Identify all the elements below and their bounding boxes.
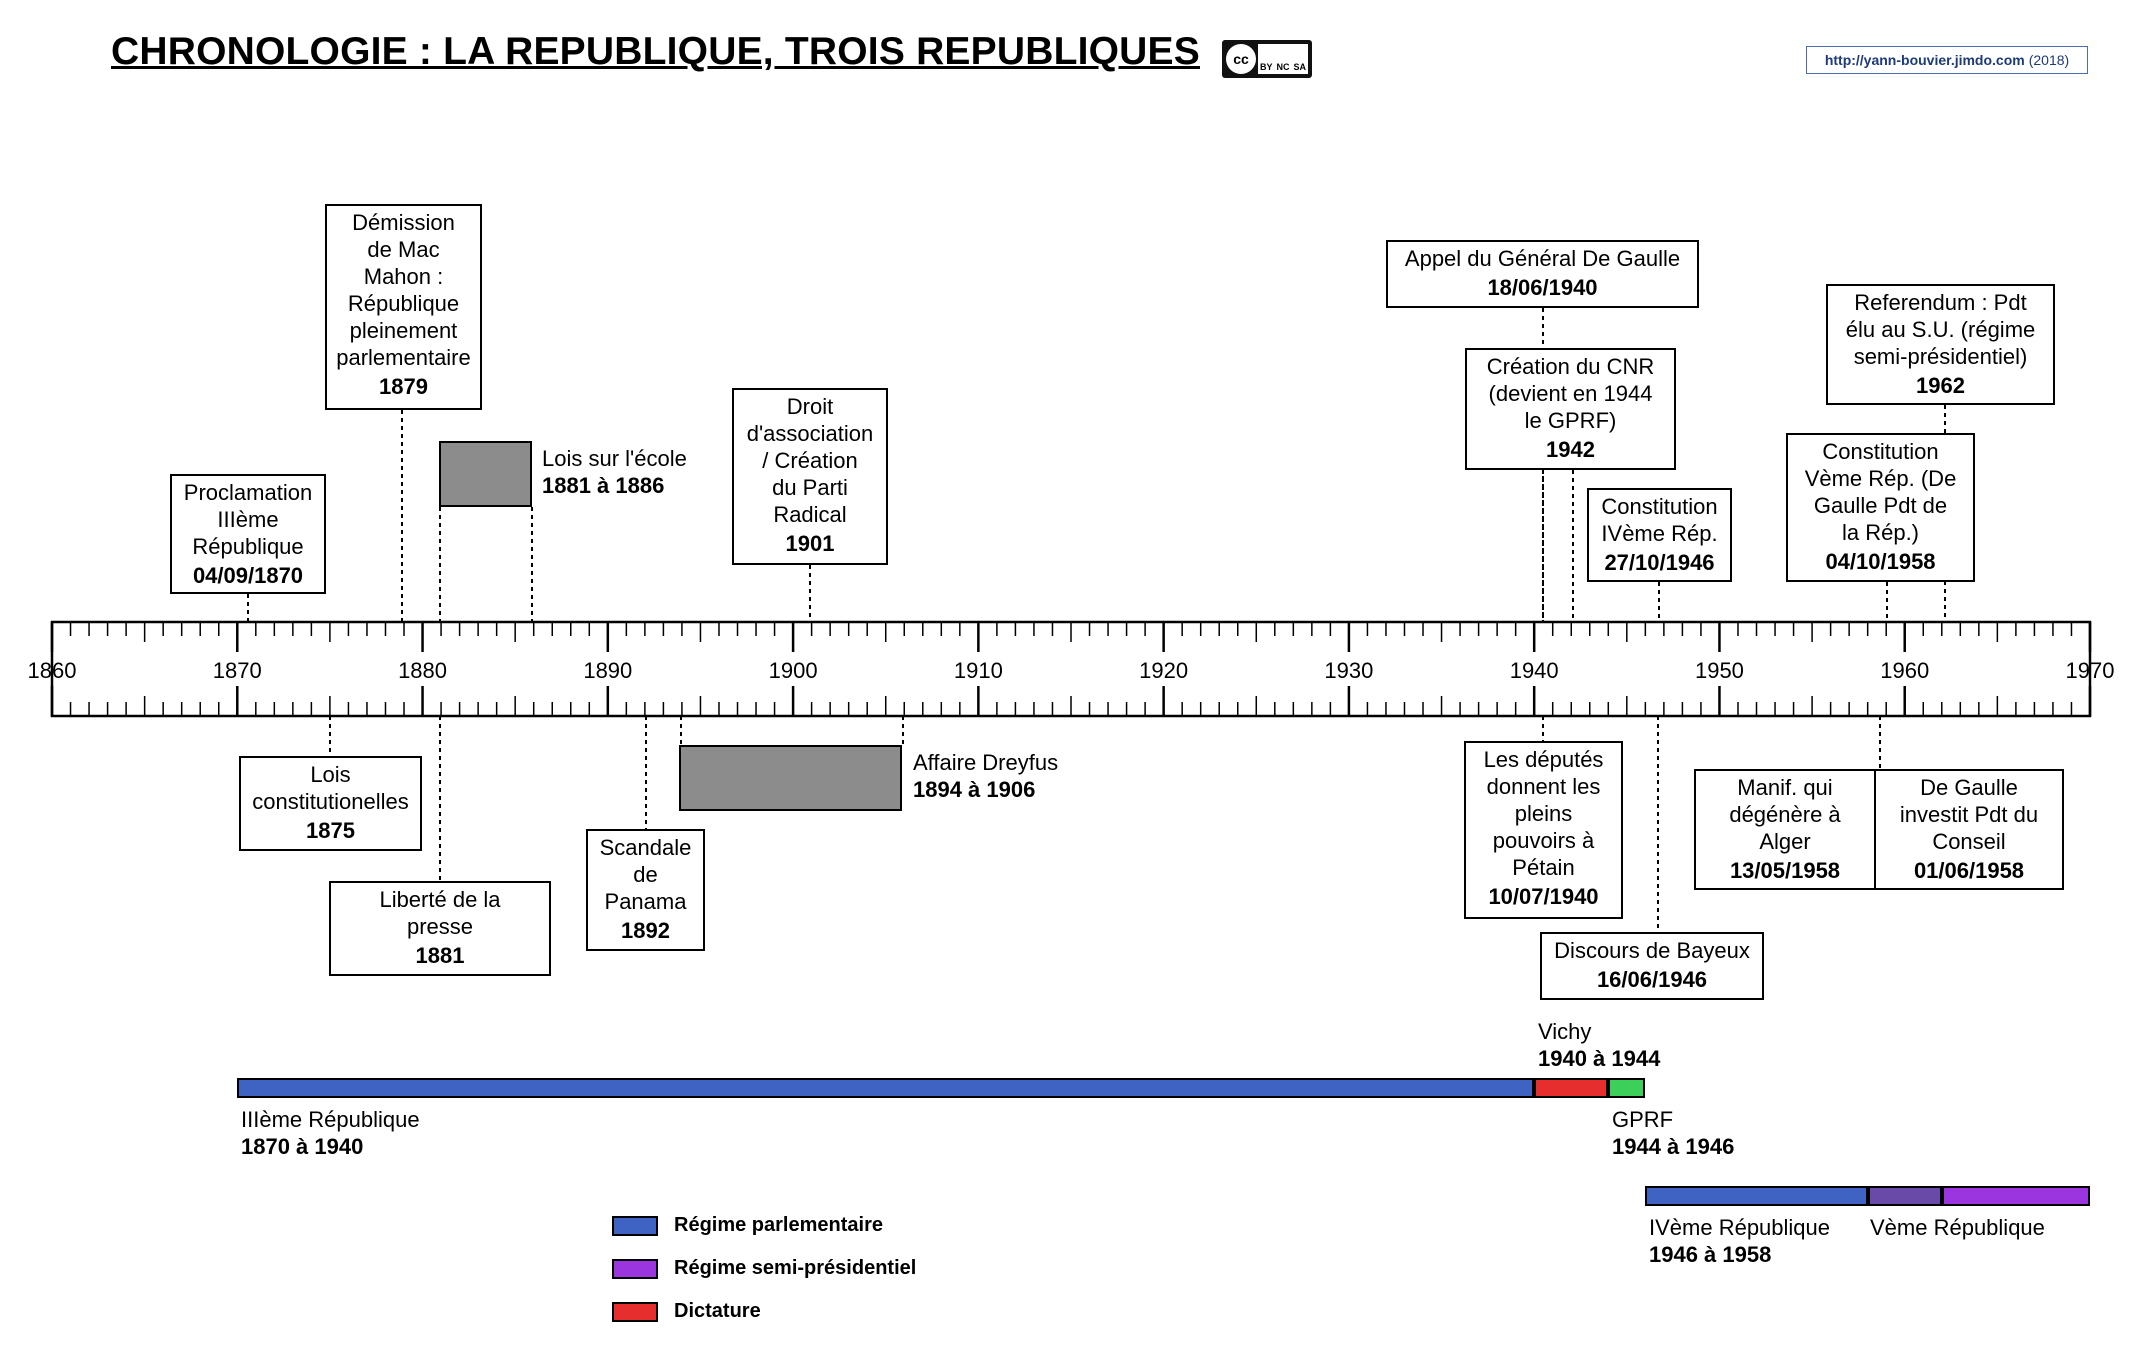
tick-label: 1940 [1509, 658, 1559, 683]
regime-bar-iv-republique [1645, 1186, 1867, 1206]
source-year: (2018) [2028, 52, 2070, 68]
event-pleins-pouvoirs-petain: Les députés donnent les pleins pouvoirs à Pétain 10/07/1940 [1464, 741, 1623, 919]
event-appel-de-gaulle: Appel du Général De Gaulle 18/06/1940 [1386, 240, 1699, 308]
tick-label: 1870 [212, 658, 262, 683]
legend-swatch [612, 1302, 658, 1322]
regime-label-iv-republique: IVème République 1946 à 1958 [1649, 1215, 1831, 1267]
legend-item-parlementaire: Régime parlementaire [612, 1204, 952, 1247]
event-de-gaulle-investi: De Gaulle investit Pdt du Conseil 01/06/1958 [1874, 769, 2064, 890]
event-lois-ecole: Lois sur l'école 1881 à 1886 [542, 446, 687, 498]
event-referendum-1962: Referendum : Pdt élu au S.U. (régime semi-présidentiel) 1962 [1826, 284, 2055, 405]
event-creation-cnr: Création du CNR (devient en 1944 le GPRF) 1942 [1465, 348, 1676, 470]
tick-label: 1960 [1880, 658, 1930, 683]
event-discours-bayeux: Discours de Bayeux 16/06/1946 [1540, 932, 1764, 1000]
tick-label: 1900 [768, 658, 818, 683]
legend-item-dictature: Dictature [612, 1290, 952, 1333]
event-constitution-iv: Constitution IVème Rép. 27/10/1946 [1587, 488, 1732, 582]
event-affaire-dreyfus: Affaire Dreyfus 1894 à 1906 [913, 750, 1059, 802]
source-url[interactable]: http://yann-bouvier.jimdo.com [1824, 52, 2025, 68]
legend-item-semi-presidentiel: Régime semi-présidentiel [612, 1247, 952, 1290]
regime-label-v-republique: Vème République [1870, 1215, 2045, 1240]
regime-bar-gprf [1608, 1078, 1645, 1098]
tick-label: 1920 [1139, 658, 1189, 683]
legend [612, 1204, 952, 1333]
regime-label-gprf: GPRF 1944 à 1946 [1612, 1107, 1735, 1159]
sa-label: SA [1293, 62, 1306, 72]
regime-bar-vichy [1534, 1078, 1608, 1098]
cc-icon: cc [1226, 44, 1256, 74]
event-droit-association: Droit d'association / Création du Parti Radical 1901 [732, 388, 888, 565]
tick-label: 1910 [953, 658, 1003, 683]
event-liberte-presse: Liberté de la presse 1881 [329, 881, 551, 976]
tick-label: 1860 [27, 658, 77, 683]
event-constitution-v: Constitution Vème Rép. (De Gaulle Pdt de la Rép.) 04/10/1958 [1786, 433, 1975, 582]
event-proclamation-iii-republique: Proclamation IIIème République 04/09/1870 [170, 474, 326, 594]
tick-label: 1950 [1694, 658, 1744, 683]
event-demission-mac-mahon: Démission de Mac Mahon : République pleinement parlementaire 1879 [325, 204, 482, 410]
regime-bar-v-republique [1942, 1186, 2090, 1206]
event-scandale-panama: Scandale de Panama 1892 [586, 829, 705, 951]
regime-bar-iii-republique [237, 1078, 1534, 1098]
regime-bar-v-republique-early [1868, 1186, 1942, 1206]
nc-label: NC [1276, 62, 1290, 72]
regime-label-iii-republique: IIIème République 1870 à 1940 [241, 1107, 420, 1159]
tick-label: 1930 [1324, 658, 1374, 683]
tick-label: 1970 [2065, 658, 2115, 683]
tick-label: 1880 [398, 658, 448, 683]
tick-label: 1890 [583, 658, 633, 683]
regime-label-vichy: Vichy 1940 à 1944 [1538, 1019, 1661, 1071]
period-lois-ecole-bar [439, 441, 532, 507]
period-affaire-dreyfus-bar [679, 745, 902, 811]
legend-swatch [612, 1259, 658, 1279]
legend-swatch [612, 1216, 658, 1236]
page-title: CHRONOLOGIE : LA REPUBLIQUE, TROIS REPUBLIQUES [111, 30, 1200, 73]
event-lois-constitutionelles: Lois constitutionelles 1875 [239, 756, 422, 851]
event-manif-alger: Manif. qui dégénère à Alger 13/05/1958 [1694, 769, 1876, 890]
by-label: BY [1259, 62, 1273, 72]
